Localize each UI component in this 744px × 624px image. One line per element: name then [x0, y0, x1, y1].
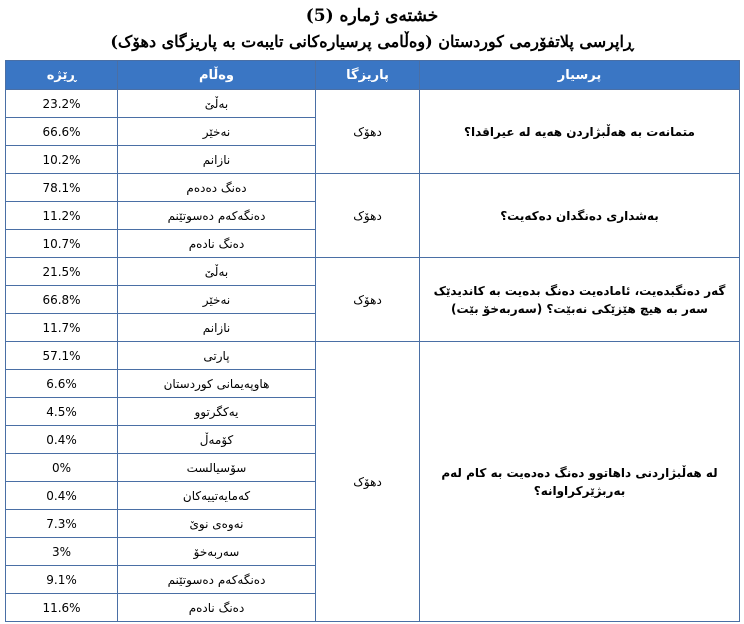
table-row — [6, 174, 740, 202]
header-row — [6, 61, 740, 90]
answer-cell: دەنگەکەم دەسوتێنم — [118, 202, 316, 230]
answer-cell: دەنگ دەدەم — [118, 174, 316, 202]
answer-cell: دەنگ نادەم — [118, 230, 316, 258]
percent-cell: 7.3% — [6, 510, 118, 538]
answer-cell: نازانم — [118, 314, 316, 342]
survey-table — [5, 60, 740, 622]
governorate-cell: دهۆک — [316, 342, 420, 622]
table-body — [6, 90, 740, 622]
answer-cell: نەوەی نوێ — [118, 510, 316, 538]
answer-cell: دەنگەکەم دەسوتێنم — [118, 566, 316, 594]
survey-title: ڕاپرسی پلاتفۆرمی کوردستان (وەڵامی پرسیارەکانی تایبەت بە پاریزگای دهۆک) — [110, 32, 634, 51]
percent-cell: 0.4% — [6, 426, 118, 454]
answer-cell: بەڵێ — [118, 90, 316, 118]
answer-cell: نازانم — [118, 146, 316, 174]
header-governorate: پاریزگا — [316, 61, 420, 90]
table-row — [6, 342, 740, 370]
table-row — [6, 258, 740, 286]
question-cell: بەشداری دەنگدان دەکەیت؟ — [420, 174, 740, 258]
percent-cell: 11.6% — [6, 594, 118, 622]
percent-cell: 6.6% — [6, 370, 118, 398]
percent-cell: 66.6% — [6, 118, 118, 146]
table-row — [6, 90, 740, 118]
table-number-title: خشتەی ژمارە (5) — [305, 6, 439, 26]
answer-cell: پارتی — [118, 342, 316, 370]
percent-cell: 21.5% — [6, 258, 118, 286]
percent-cell: 57.1% — [6, 342, 118, 370]
answer-cell: یەکگرتوو — [118, 398, 316, 426]
percent-cell: 9.1% — [6, 566, 118, 594]
answer-cell: سۆسیالست — [118, 454, 316, 482]
percent-cell: 0% — [6, 454, 118, 482]
question-cell: لە هەڵبژاردنی داهاتوو دەنگ دەدەیت بە کام لەم بەربژێرکراوانە؟ — [420, 342, 740, 622]
question-cell: گەر دەنگبدەیت، ئامادەیت دەنگ بدەیت بە کاندیدێک سەر بە هیچ هێزێکی نەبێت؟ (سەربەخۆ بێت) — [420, 258, 740, 342]
answer-cell: کەمایەتییەکان — [118, 482, 316, 510]
percent-cell: 10.2% — [6, 146, 118, 174]
header-percent: ڕێژە — [6, 61, 118, 90]
question-cell: متمانەت بە هەڵبژاردن هەیە لە عیراقدا؟ — [420, 90, 740, 174]
percent-cell: 78.1% — [6, 174, 118, 202]
percent-cell: 0.4% — [6, 482, 118, 510]
answer-cell: نەخێر — [118, 286, 316, 314]
answer-cell: دەنگ نادەم — [118, 594, 316, 622]
answer-cell: هاوپەیمانی کوردستان — [118, 370, 316, 398]
governorate-cell: دهۆک — [316, 90, 420, 174]
percent-cell: 11.2% — [6, 202, 118, 230]
percent-cell: 4.5% — [6, 398, 118, 426]
percent-cell: 10.7% — [6, 230, 118, 258]
percent-cell: 3% — [6, 538, 118, 566]
answer-cell: سەربەخۆ — [118, 538, 316, 566]
percent-cell: 11.7% — [6, 314, 118, 342]
percent-cell: 66.8% — [6, 286, 118, 314]
header-question: پرسیار — [420, 61, 740, 90]
percent-cell: 23.2% — [6, 90, 118, 118]
header-answer: وەڵام — [118, 61, 316, 90]
governorate-cell: دهۆک — [316, 258, 420, 342]
answer-cell: بەڵێ — [118, 258, 316, 286]
answer-cell: نەخێر — [118, 118, 316, 146]
answer-cell: کۆمەڵ — [118, 426, 316, 454]
governorate-cell: دهۆک — [316, 174, 420, 258]
